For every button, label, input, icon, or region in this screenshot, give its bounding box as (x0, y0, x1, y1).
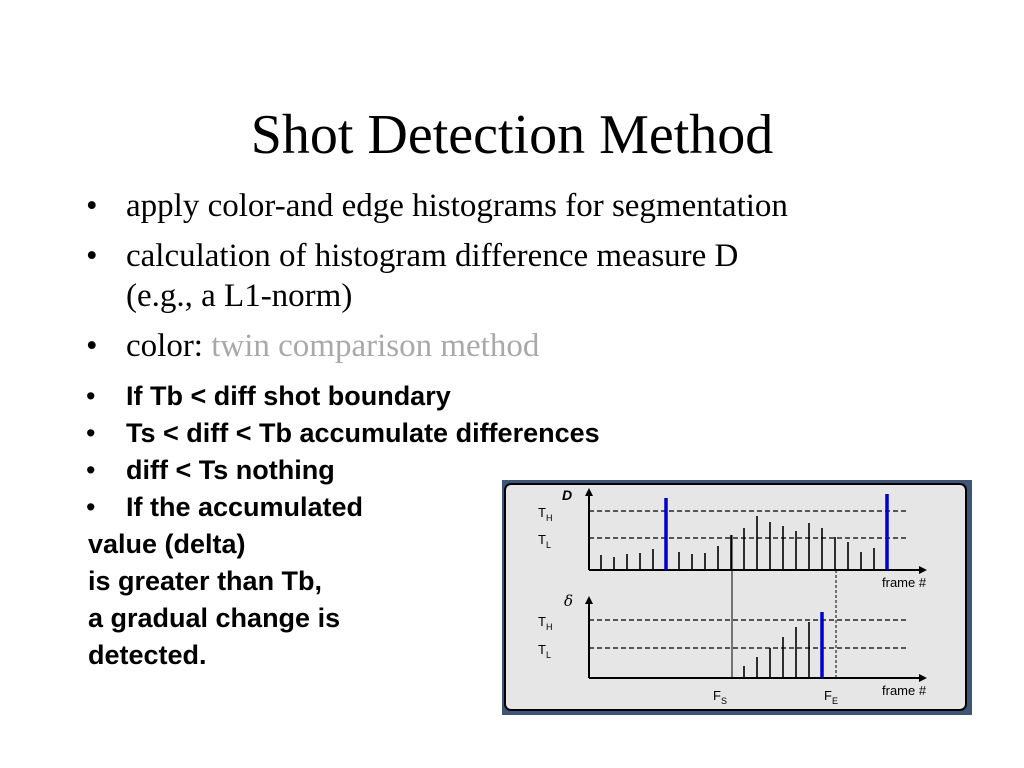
bullet-marker: • (86, 328, 98, 364)
bottom-axis-label: δ (564, 592, 574, 610)
bullet-item (86, 326, 946, 366)
top-th-label: $T_H$ (538, 505, 553, 523)
continuation-line: is greater than Tb, (88, 566, 323, 596)
bullet-item (86, 415, 766, 452)
bullet-item (86, 186, 946, 226)
top-x-label: frame # (882, 575, 927, 590)
bullet-text-line: calculation of histogram difference measure D (126, 238, 739, 274)
fe-label: $F_E$ (824, 688, 838, 706)
twin-comparison-diagram (502, 480, 972, 715)
bullet-marker: • (86, 238, 98, 274)
bullet-item (86, 236, 946, 316)
bullet-highlight: twin comparison method (211, 328, 540, 364)
twin-comparison-figure (502, 480, 972, 715)
bullet-marker: • (86, 455, 96, 485)
figure-panel (505, 484, 966, 710)
bottom-tl-label: $T_L$ (538, 642, 551, 660)
fs-label: $F_S$ (713, 688, 727, 706)
bullet-prefix: color: (126, 328, 212, 364)
continuation-line: value (delta) (88, 529, 246, 559)
bullet-text: Ts < diff < Tb accumulate differences (126, 418, 600, 448)
slide-title: Shot Detection Method (250, 104, 774, 166)
bottom-th-label: $T_H$ (538, 614, 553, 632)
bullet-marker: • (86, 188, 98, 224)
bullet-text: If Tb < diff shot boundary (126, 381, 451, 411)
top-axis-label: D (562, 487, 573, 503)
bullet-marker: • (86, 492, 96, 522)
bullet-text: If the accumulated (126, 492, 364, 522)
bullet-marker: • (86, 381, 96, 411)
bullet-marker: • (86, 418, 96, 448)
continuation-line: detected. (88, 640, 207, 670)
top-tl-label: $T_L$ (538, 532, 551, 550)
bullet-text: apply color-and edge histograms for segmentation (126, 188, 788, 224)
bullet-item (86, 378, 766, 415)
continuation-line: a gradual change is (88, 603, 341, 633)
bullet-text: diff < Ts nothing (126, 455, 335, 485)
serif-bullet-list (86, 186, 946, 376)
bullet-text-line: (e.g., a L1-norm) (126, 278, 353, 314)
bottom-x-label: frame # (882, 683, 927, 698)
